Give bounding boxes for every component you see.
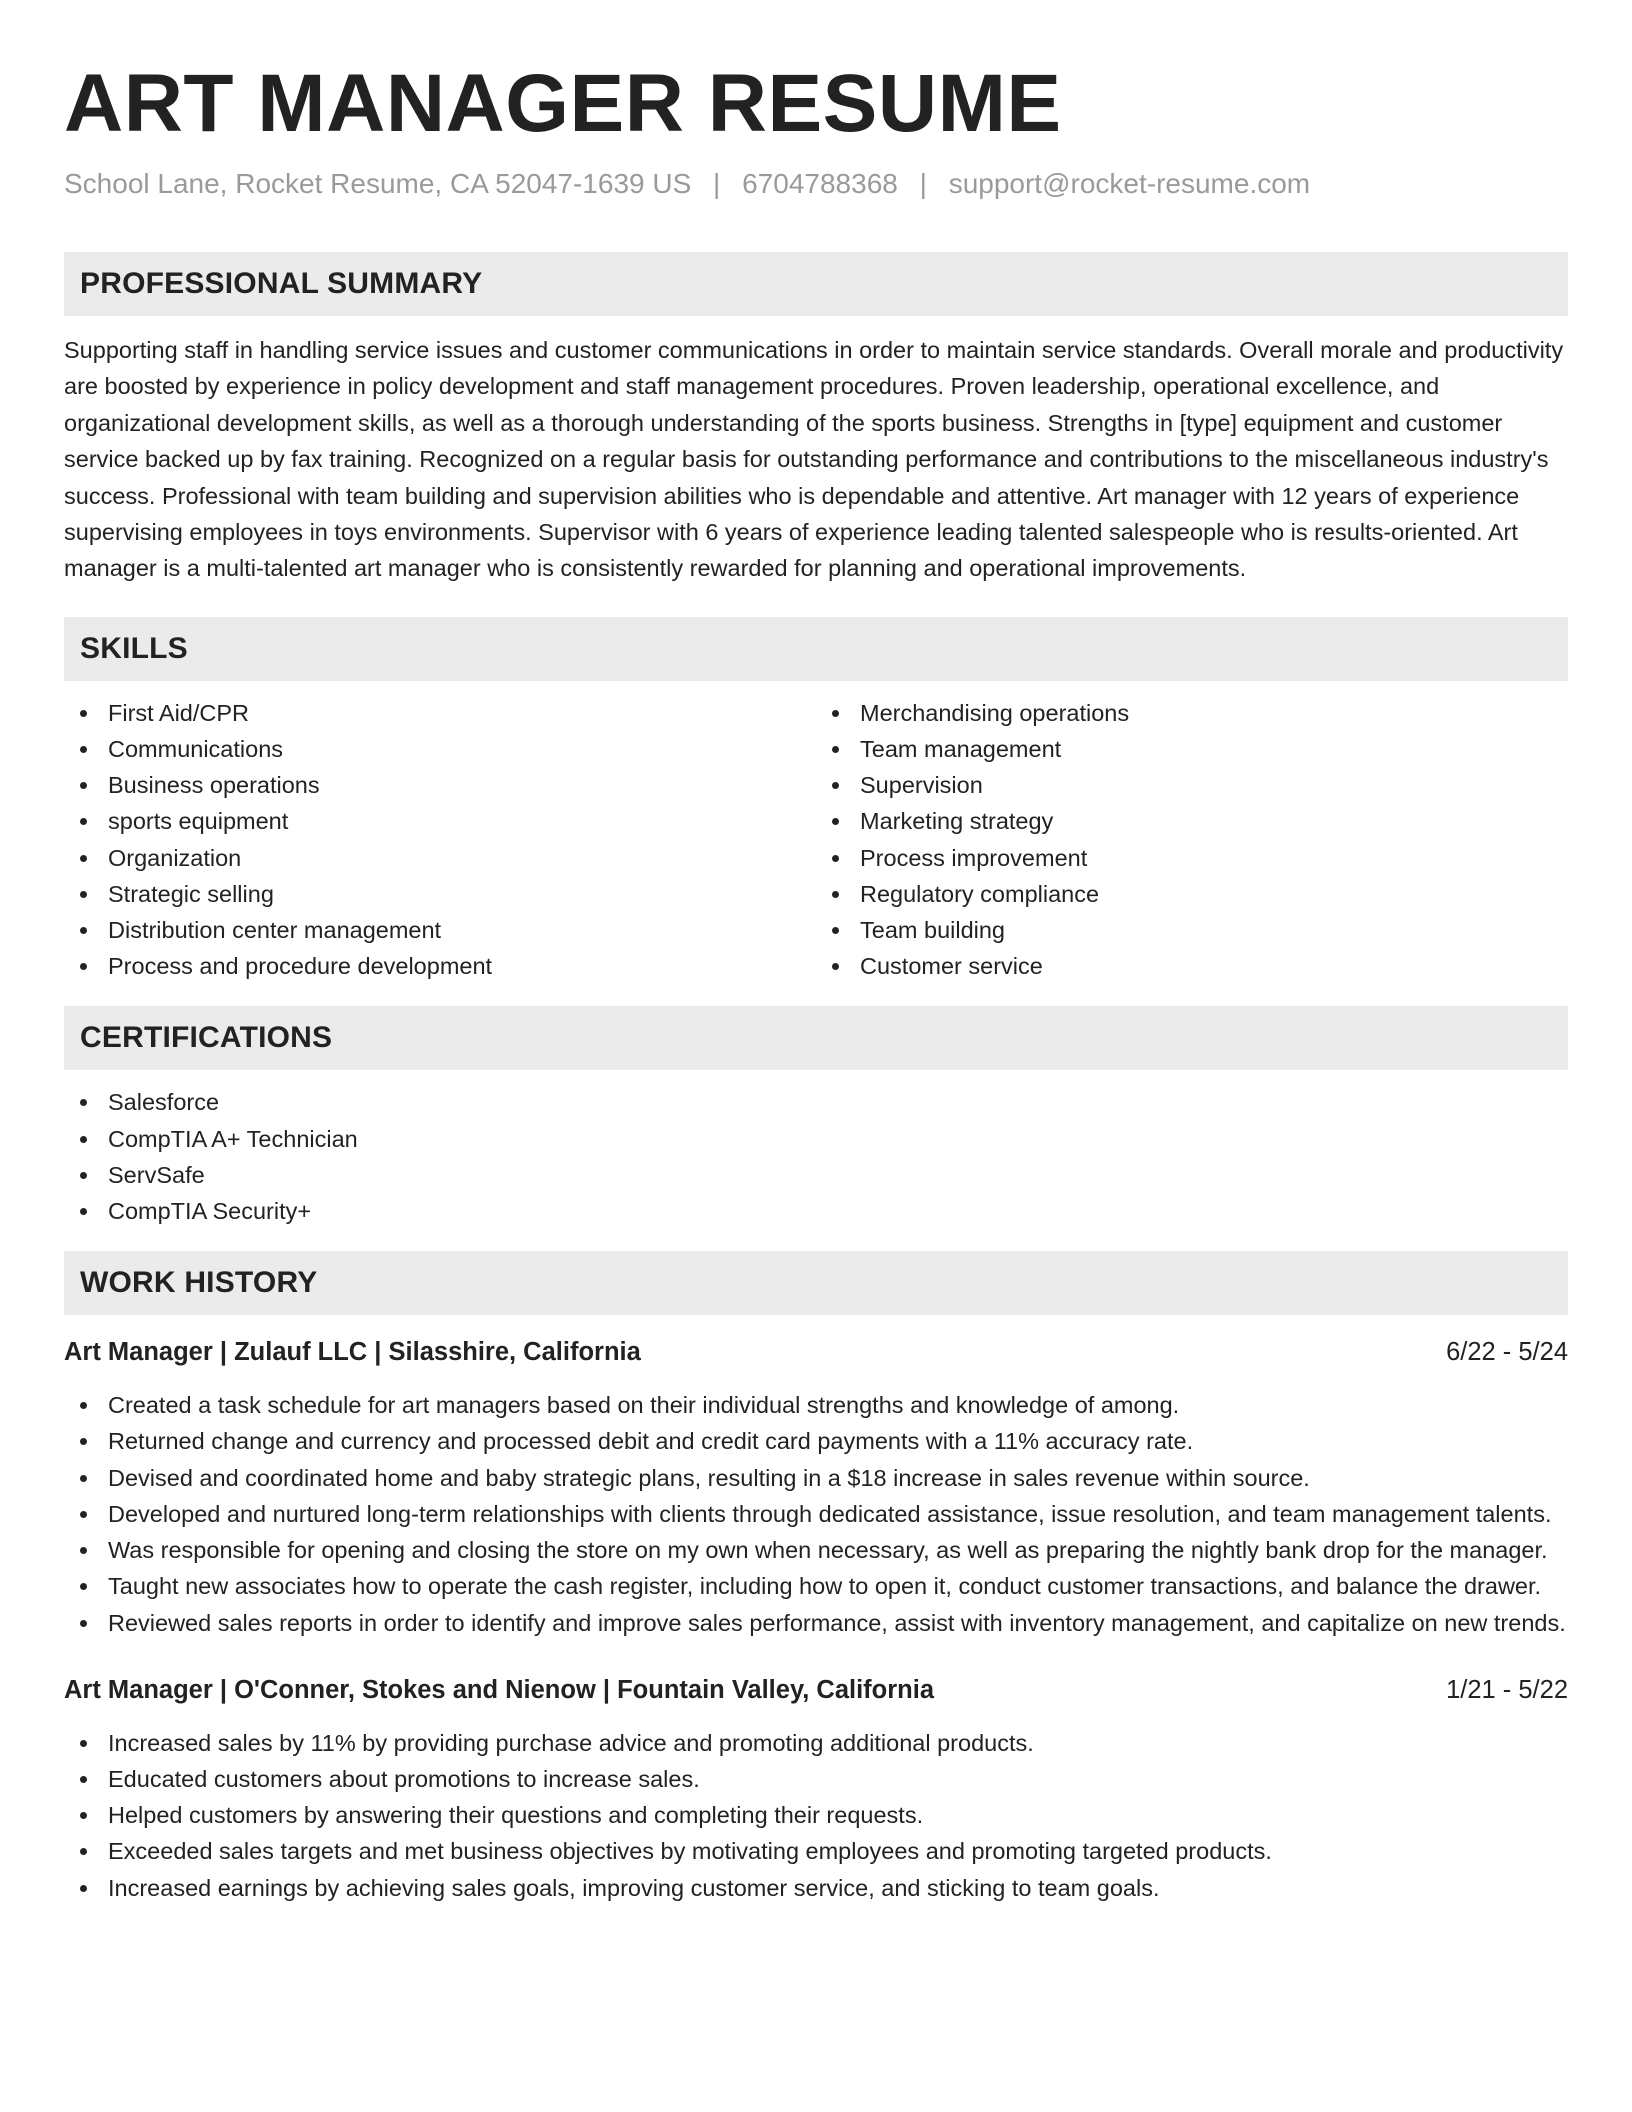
skill-item: Communications	[64, 731, 816, 767]
skill-item: Process and procedure development	[64, 948, 816, 984]
job-duties-list	[64, 1725, 1568, 1906]
skills-columns	[64, 695, 1568, 985]
skill-item: Distribution center management	[64, 912, 816, 948]
job-duty: Educated customers about promotions to increase sales.	[64, 1761, 1568, 1797]
job-duty: Helped customers by answering their questions and completing their requests.	[64, 1797, 1568, 1833]
job-duties-list	[64, 1387, 1568, 1640]
job-title: Art Manager | Zulauf LLC | Silasshire, California	[64, 1338, 641, 1367]
job-duty: Exceeded sales targets and met business objectives by motivating employees and promoting targeted products.	[64, 1833, 1568, 1869]
skill-item: Merchandising operations	[816, 695, 1568, 731]
job-duty: Developed and nurtured long-term relationships with clients through dedicated assistance, issue resolution, and team management talents.	[64, 1496, 1568, 1532]
skill-item: Customer service	[816, 948, 1568, 984]
skill-item: sports equipment	[64, 803, 816, 839]
skill-item: Supervision	[816, 767, 1568, 803]
contact-separator: |	[713, 168, 721, 199]
job-duty: Was responsible for opening and closing the store on my own when necessary, as well as preparing the nightly bank drop for the manager.	[64, 1532, 1568, 1568]
job-header	[64, 1673, 1568, 1707]
job-entry	[64, 1335, 1568, 1640]
certifications-heading: CERTIFICATIONS	[64, 1006, 1568, 1070]
certification-item: CompTIA A+ Technician	[64, 1121, 1568, 1157]
contact-separator: |	[919, 168, 927, 199]
job-title: Art Manager | O'Conner, Stokes and Nienow | Fountain Valley, California	[64, 1675, 935, 1704]
skill-item: Regulatory compliance	[816, 876, 1568, 912]
job-entry	[64, 1673, 1568, 1906]
skill-item: Marketing strategy	[816, 803, 1568, 839]
skill-item: First Aid/CPR	[64, 695, 816, 731]
skill-item: Team management	[816, 731, 1568, 767]
certification-item: CompTIA Security+	[64, 1193, 1568, 1229]
job-dates: 6/22 - 5/24	[1446, 1338, 1568, 1367]
skill-item: Business operations	[64, 767, 816, 803]
skill-item: Process improvement	[816, 840, 1568, 876]
job-duty: Reviewed sales reports in order to identify and improve sales performance, assist with inventory management, and capitalize on new trends.	[64, 1605, 1568, 1641]
job-duty: Created a task schedule for art managers based on their individual strengths and knowledge of among.	[64, 1387, 1568, 1423]
resume-title: ART MANAGER RESUME	[64, 58, 1062, 149]
job-duty: Devised and coordinated home and baby strategic plans, resulting in a $18 increase in sales revenue within source.	[64, 1460, 1568, 1496]
contact-line	[64, 166, 1568, 202]
certification-item: ServSafe	[64, 1157, 1568, 1193]
certification-item: Salesforce	[64, 1084, 1568, 1120]
skills-list-right	[816, 695, 1568, 985]
skill-item: Strategic selling	[64, 876, 816, 912]
job-duty: Returned change and currency and processed debit and credit card payments with a 11% accuracy rate.	[64, 1423, 1568, 1459]
summary-heading: PROFESSIONAL SUMMARY	[64, 252, 1568, 316]
skills-list-left	[64, 695, 816, 985]
contact-address: School Lane, Rocket Resume, CA 52047-1639 US	[64, 168, 692, 199]
skill-item: Team building	[816, 912, 1568, 948]
job-dates: 1/21 - 5/22	[1446, 1675, 1568, 1704]
job-duty: Increased sales by 11% by providing purchase advice and promoting additional products.	[64, 1725, 1568, 1761]
job-duty: Increased earnings by achieving sales goals, improving customer service, and sticking to team goals.	[64, 1870, 1568, 1906]
contact-email: support@rocket-resume.com	[948, 168, 1311, 199]
certifications-list	[64, 1084, 1568, 1229]
skill-item: Organization	[64, 840, 816, 876]
summary-text: Supporting staff in handling service issues and customer communications in order to maintain service standards. Overall morale and productivity are boosted by experience in policy development and staff management procedures. Proven leadership, operational excellence, and organizational development skills, as well as a thorough understanding of the sports business. Strengths in [type] equipment and customer service backed up by fax training. Recognized on a regular basis for outstanding performance and contributions to the miscellaneous industry's success. Professional with team building and supervision abilities who is dependable and attentive. Art manager with 12 years of experience supervising employees in toys environments. Supervisor with 6 years of experience leading talented salespeople who is results-oriented. Art manager is a multi-talented art manager who is consistently rewarded for planning and operational improvements.	[64, 337, 1564, 582]
job-duty: Taught new associates how to operate the cash register, including how to open it, conduct customer transactions, and balance the drawer.	[64, 1568, 1568, 1604]
skills-heading: SKILLS	[64, 617, 1568, 681]
work-history-heading: WORK HISTORY	[64, 1251, 1568, 1315]
job-header	[64, 1335, 1568, 1369]
contact-phone: 6704788368	[742, 168, 898, 199]
